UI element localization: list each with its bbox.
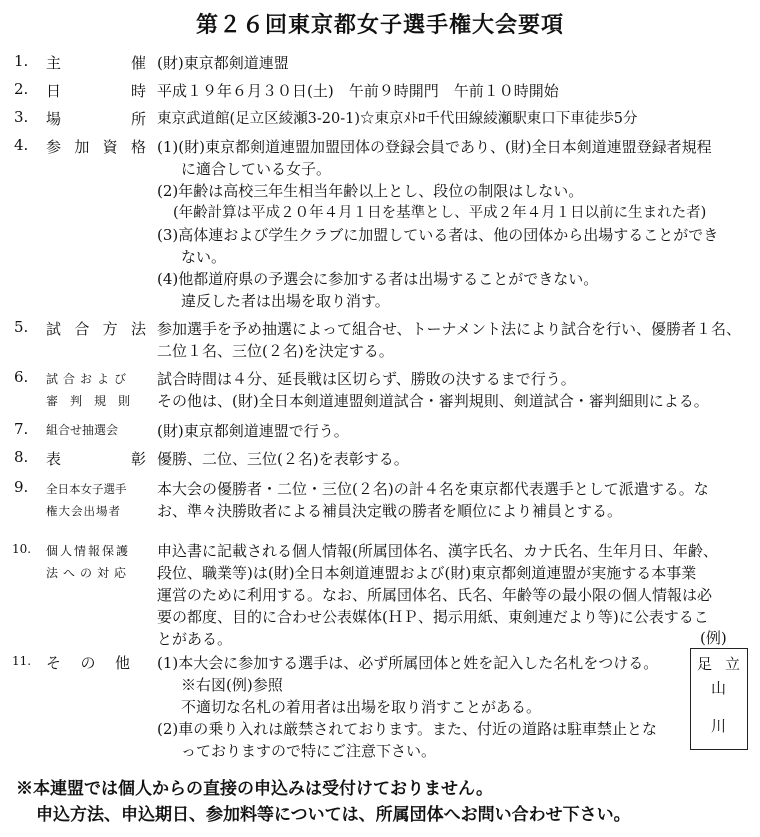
section-text: ない。 <box>181 248 227 266</box>
section-label: 組合せ抽選会 <box>46 423 119 437</box>
section-number: 4. <box>14 136 29 154</box>
section-number: 8. <box>14 448 29 466</box>
section-number: 3. <box>14 108 29 126</box>
section-text: 試合時間は４分、延長戦は区切らず、勝敗の決するまで行う。 <box>157 370 576 388</box>
section-number: 2. <box>14 80 29 98</box>
section-text: 参加選手を予め抽選によって組合せ、トーナメント法により試合を行い、優勝者１名、 <box>157 320 741 338</box>
footer-line: 申込方法、申込期日、参加料等については、所属団体へお問い合わせ下さい。 <box>36 805 631 825</box>
section-text: 本大会の優勝者・二位・三位(２名)の計４名を東京都代表選手として派遣する。な <box>157 480 709 498</box>
section-text: 東京武道館(足立区綾瀬3-20-1)☆東京ﾒﾄﾛ千代田線綾瀬駅東口下車徒歩5分 <box>157 111 638 127</box>
section-number: 7. <box>14 420 29 438</box>
section-text: ※右図(例)参照 <box>181 676 283 694</box>
section-text: (2)年齢は高校三年生相当年齢以上とし、段位の制限はしない。 <box>157 182 584 200</box>
section-label: 全日本女子選手 権大会出場者 <box>46 482 127 518</box>
section-text: (2)車の乗り入れは厳禁されております。また、付近の道路は駐車禁止とな <box>157 720 658 738</box>
section-label: 主 催 <box>46 54 146 72</box>
section-text: 二位１名、三位(２名)を決定する。 <box>157 342 394 360</box>
section-text: 違反した者は出場を取り消す。 <box>181 292 390 310</box>
section-text: とがある。 <box>157 630 233 648</box>
nameplate-example <box>690 648 748 750</box>
section-label: 参 加 資 格 <box>46 138 146 156</box>
section-text: 不適切な名札の着用者は出場を取り消すことがある。 <box>181 698 542 716</box>
section-label: 試合および 審判規則 <box>46 372 143 408</box>
section-text: (4)他都道府県の予選会に参加する者は出場することができない。 <box>157 270 599 288</box>
nameplate-char: 川 <box>711 717 727 735</box>
footer-line: ※本連盟では個人からの直接の申込みは受付けておりません。 <box>16 779 494 799</box>
section-label: そ の 他 <box>46 654 130 672</box>
section-text: 平成１９年６月３０日(土) 午前９時開門 午前１０時開始 <box>157 82 559 100</box>
section-label: 場 所 <box>46 110 146 128</box>
section-text: 要の都度、目的に合わせ公表媒体(ＨＰ、掲示用紙、東剣連だより等)に公表するこ <box>157 608 709 626</box>
section-label: 個人情報保護 法への対応 <box>46 544 132 580</box>
footer-notice <box>16 776 631 828</box>
section-text: 優勝、二位、三位(２名)を表彰する。 <box>157 450 409 468</box>
section-label: 表 彰 <box>46 450 146 468</box>
section-text: 申込書に記載される個人情報(所属団体名、漢字氏名、カナ氏名、生年月日、年齢、 <box>157 542 718 560</box>
example-note: (例) <box>700 629 727 647</box>
section-text: 運営のために利用する。なお、所属団体名、氏名、年齢等の最小限の個人情報は必 <box>157 586 713 604</box>
page-title: 第２６回東京都女子選手権大会要項 <box>195 12 564 38</box>
section-number: 5. <box>14 318 29 336</box>
section-label: 日 時 <box>46 82 146 100</box>
section-text: その他は、(財)全日本剣道連盟剣道試合・審判規則、剣道試合・審判細則による。 <box>157 392 709 410</box>
section-text: (1)(財)東京都剣道連盟加盟団体の登録会員であり、(財)全日本剣道連盟登録者規程 <box>157 138 712 156</box>
section-number: 6. <box>14 368 29 386</box>
section-text: (1)本大会に参加する選手は、必ず所属団体と姓を記入した名札をつける。 <box>157 654 659 672</box>
nameplate-char: 山 <box>711 679 727 697</box>
section-text: お、準々決勝敗者による補員決定戦の勝者を順位により補員とする。 <box>157 502 623 520</box>
section-number: 9. <box>14 478 29 496</box>
section-text: に適合している女子。 <box>181 160 332 178</box>
nameplate-char: 立 <box>725 655 741 673</box>
section-text: っておりますので特にご注意下さい。 <box>181 742 437 760</box>
section-text: (年齢計算は平成２０年４月１日を基準とし、平成２年４月１日以前に生まれた者) <box>173 205 707 221</box>
section-text: (財)東京都剣道連盟で行う。 <box>157 422 349 440</box>
section-number: 10. <box>12 542 32 556</box>
section-number: 11. <box>12 654 32 668</box>
section-text: (3)高体連および学生クラブに加盟している者は、他の団体から出場することができ <box>157 226 719 244</box>
section-text: (財)東京都剣道連盟 <box>157 54 289 72</box>
section-number: 1. <box>14 52 29 70</box>
nameplate-char: 足 <box>697 655 713 673</box>
section-label: 試 合 方 法 <box>46 320 146 338</box>
section-text: 段位、職業等)は(財)全日本剣道連盟および(財)東京都剣道連盟が実施する本事業 <box>157 564 697 582</box>
